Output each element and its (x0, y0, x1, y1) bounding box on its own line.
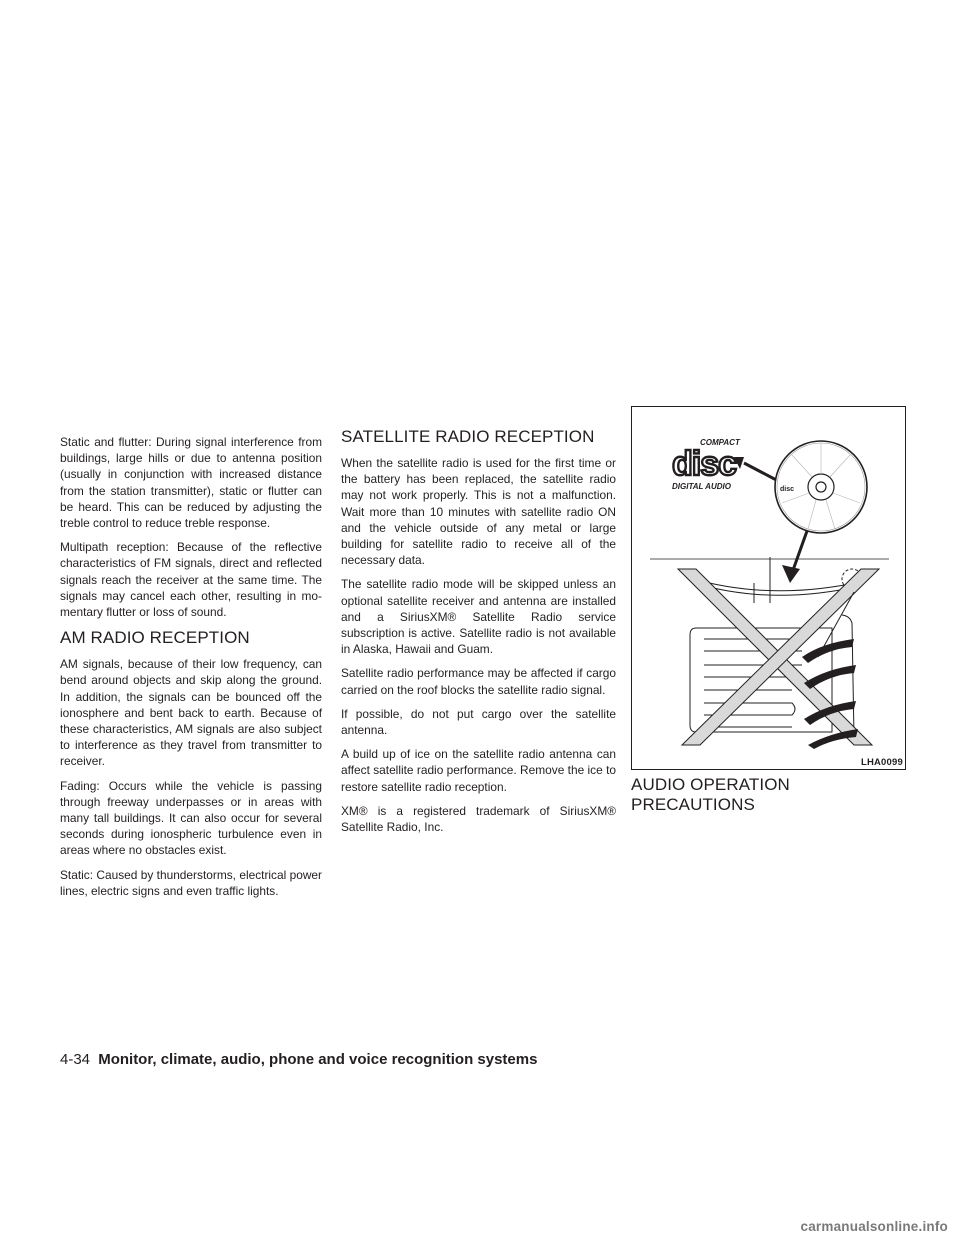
logo-disc-text: disc (672, 445, 737, 483)
satellite-first-use-paragraph: When the satellite radio is used for the first time or the battery has been replaced, the satellite radio may not work properly. This is not a malfunction. Wait more than 10 minutes with satellite radio ON and the vehicle outside of any metal or large building for satellite radio to receive all of the necessary data. (341, 456, 616, 568)
page-number: 4-34 (60, 1051, 91, 1068)
cd-precaution-figure (631, 406, 906, 770)
audio-precautions-heading: AUDIO OPERATION PRECAUTIONS (631, 775, 790, 814)
satellite-antenna-paragraph: If possible, do not put cargo over the satellite antenna. (341, 706, 616, 738)
logo-compact-text: COMPACT (700, 438, 740, 447)
static-paragraph: Static: Caused by thunderstorms, electrical power lines, electric signs and even traffic lights. (60, 867, 322, 898)
fading-paragraph: Fading: Occurs while the vehicle is passing through freeway underpasses or in areas with many tall buildings. It can also occur for several seconds during ionospheric turbulence even in areas where no obstacles exist. (60, 778, 322, 858)
satellite-skip-paragraph: The satellite radio mode will be skipped unless an optional satellite receiver and antenna are installed and a SiriusXM® Satellite Radio service subscription is active. Satellite radio is not available in Alaska, Hawaii and Guam. (341, 577, 616, 657)
disc-mini-logo: disc (780, 486, 795, 493)
satellite-cargo-paragraph: Satellite radio performance may be affected if cargo carried on the roof blocks the satellite radio signal. (341, 666, 616, 697)
satellite-ice-paragraph: A build up of ice on the satellite radio antenna can affect satellite radio performance. Remove the ice to restore satellite radio reception. (341, 747, 616, 794)
figure-code: LHA0099 (860, 757, 903, 768)
middle-column (341, 427, 616, 843)
logo-arrow-icon (734, 457, 782, 483)
compact-disc-logo (672, 438, 741, 491)
left-column (60, 434, 322, 907)
right-column (631, 434, 907, 823)
down-arrow-icon (782, 531, 807, 583)
section-title: Monitor, climate, audio, phone and voice recognition systems (98, 1051, 538, 1068)
satellite-radio-heading: SATELLITE RADIO RECEPTION (341, 427, 595, 446)
watermark: carmanualsonline.info (800, 1219, 948, 1234)
am-signals-paragraph: AM signals, because of their low frequency, can bend around objects and skip along the ground. In addition, the signals can be bounced off the ionosphere and bent back to earth. Because of these characteristics, AM signals are also subject to interference as they travel from transmitter to receiver. (60, 657, 322, 769)
cd-illustration (632, 407, 907, 771)
multipath-paragraph: Multipath reception: Because of the reflective characteristics of FM signals, direct and reflected signals reach the receiver at the same time. The signals may cancel each other, resulting in momentary flutter or loss of sound. (60, 540, 322, 620)
am-radio-heading: AM RADIO RECEPTION (60, 628, 250, 648)
trademark-paragraph: XM® is a registered trademark of SiriusXM® Satellite Radio, Inc. (341, 803, 616, 835)
disc-icon (775, 441, 867, 533)
page-footer (60, 1051, 537, 1068)
static-flutter-paragraph: Static and flutter: During signal interference from buildings, large hills or due to antenna position (usually in conjunction with increased distance from the station transmitter), static or flutter can be heard. This can be reduced by adjusting the treble control to reduce treble response. (60, 435, 322, 531)
logo-digital-audio-text: DIGITAL AUDIO (672, 482, 731, 491)
